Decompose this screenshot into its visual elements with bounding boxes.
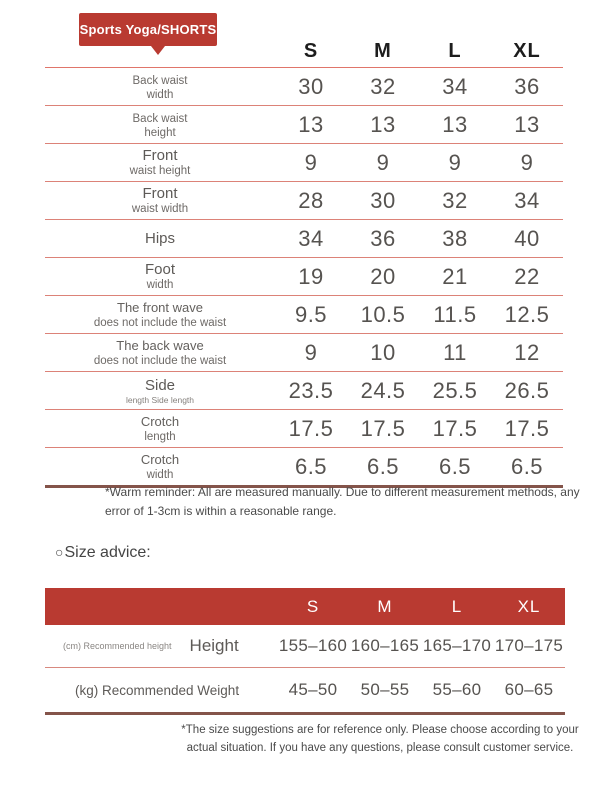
cell-value: 6.5 — [510, 453, 544, 479]
cell-value: 38 — [442, 225, 468, 251]
advice-column-header-xl: XL — [517, 596, 541, 616]
cell-value: 9 — [376, 149, 390, 175]
recommended-weight-row — [45, 668, 565, 715]
height-label: Height — [189, 636, 239, 655]
row-label — [45, 70, 275, 103]
table-row-hips — [45, 220, 563, 258]
cell-value: 26.5 — [504, 377, 550, 403]
cell-value: 17.5 — [432, 415, 478, 441]
row-label-line1: The front wave — [117, 300, 203, 315]
row-label — [45, 184, 275, 217]
measurement-table-header-row — [45, 35, 563, 68]
column-header-xl: XL — [513, 39, 541, 62]
cell-value: 10 — [370, 339, 396, 365]
table-row-front-waist-width — [45, 182, 563, 220]
cell-value: 17.5 — [288, 415, 334, 441]
advice-column-header-m: M — [377, 596, 393, 616]
measurement-table — [45, 35, 563, 488]
cell-value: 165–170 — [422, 636, 492, 655]
row-label-line2: waist width — [131, 203, 189, 216]
cell-value: 32 — [370, 73, 396, 99]
cell-value: 21 — [442, 263, 468, 289]
row-label — [45, 229, 275, 248]
column-header-l: L — [448, 39, 462, 62]
cell-value: 60–65 — [504, 680, 554, 699]
table-row-back-waist-height — [45, 106, 563, 144]
row-label-line2: does not include the waist — [93, 355, 227, 368]
cell-value: 34 — [514, 187, 540, 213]
cell-value: 13 — [442, 111, 468, 137]
cell-value: 170–175 — [494, 636, 564, 655]
weight-row-label: (kg) Recommended Weight — [75, 682, 240, 698]
cell-value: 13 — [514, 111, 540, 137]
advice-column-header-l: L — [451, 596, 463, 616]
row-label-line1: Side — [144, 376, 176, 394]
cell-value: 25.5 — [432, 377, 478, 403]
cell-value: 11 — [443, 339, 467, 365]
cell-value: 6.5 — [294, 453, 328, 479]
cell-value: 9.5 — [294, 301, 328, 327]
cell-value: 17.5 — [504, 415, 550, 441]
table-row-side-length — [45, 372, 563, 410]
row-label-line2: width — [146, 89, 174, 102]
recommended-height-row — [45, 625, 565, 668]
row-label-line2: does not include the waist — [93, 317, 227, 330]
row-label-line1: Back waist — [132, 113, 188, 125]
row-label-line1: Front — [142, 147, 178, 164]
cell-value: 50–55 — [360, 680, 410, 699]
row-label — [45, 260, 275, 293]
cell-value: 9 — [520, 149, 534, 175]
cell-value: 12.5 — [504, 301, 550, 327]
size-advice-table — [45, 588, 565, 715]
size-advice-label: Size advice: — [64, 544, 151, 561]
row-label-line1: Front — [142, 185, 178, 202]
cell-value: 9 — [304, 149, 318, 175]
cell-value: 40 — [514, 225, 540, 251]
advice-column-header-s: S — [306, 596, 320, 616]
column-header-m: M — [374, 39, 392, 62]
row-label-line2: width — [146, 279, 174, 292]
size-advice-header-bar — [45, 588, 565, 625]
row-label — [45, 298, 275, 331]
row-label-line1: The back wave — [116, 338, 204, 353]
table-row-crotch-length — [45, 410, 563, 448]
row-label — [45, 108, 275, 141]
row-label — [45, 412, 275, 445]
cell-value: 23.5 — [288, 377, 334, 403]
cell-value: 20 — [370, 263, 396, 289]
row-label-line1: Foot — [144, 261, 175, 278]
table-row-back-waist-width — [45, 68, 563, 106]
cell-value: 30 — [370, 187, 396, 213]
cell-value: 22 — [514, 263, 540, 289]
cell-value: 30 — [298, 73, 324, 99]
height-row-label — [45, 636, 277, 656]
cell-value: 12 — [514, 339, 540, 365]
cell-value: 55–60 — [432, 680, 482, 699]
table-row-crotch-width — [45, 448, 563, 488]
cell-value: 9 — [448, 149, 462, 175]
table-row-foot-width — [45, 258, 563, 296]
table-row-front-waist-height — [45, 144, 563, 182]
row-label-line2: width — [146, 469, 174, 482]
cell-value: 19 — [298, 263, 324, 289]
cell-value: 24.5 — [360, 377, 406, 403]
cell-value: 34 — [298, 225, 324, 251]
cell-value: 11.5 — [433, 301, 477, 327]
size-advice-disclaimer: *The size suggestions are for reference only. Please choose according to your actual situation. If you have any questions, please consult customer service. — [181, 724, 579, 754]
cell-value: 34 — [442, 73, 468, 99]
cell-value: 17.5 — [360, 415, 406, 441]
row-label — [45, 336, 275, 369]
product-tag-label: Sports Yoga/SHORTS — [79, 22, 217, 37]
cell-value: 36 — [370, 225, 396, 251]
cell-value: 155–160 — [278, 636, 348, 655]
cell-value: 36 — [514, 73, 540, 99]
row-label-line1: Hips — [144, 229, 175, 247]
row-label — [45, 376, 275, 405]
cell-value: 13 — [370, 111, 396, 137]
warm-reminder-note: *Warm reminder: All are measured manually. Due to different measurement methods, any error of 1-3cm is within a reasonable range. — [105, 485, 580, 518]
column-header-s: S — [303, 39, 319, 62]
height-unit-label: (cm) Recommended height — [63, 641, 172, 651]
cell-value: 13 — [298, 111, 324, 137]
row-label — [45, 450, 275, 483]
row-label-line2: waist height — [129, 165, 191, 178]
row-label-line1: Crotch — [140, 452, 180, 467]
size-advice-heading — [55, 544, 151, 562]
cell-value: 6.5 — [366, 453, 400, 479]
row-label-line1: Back waist — [132, 75, 188, 87]
row-label-line2: height — [144, 127, 176, 140]
row-label-line2: length — [144, 431, 176, 444]
table-row-back-wave — [45, 334, 563, 372]
cell-value: 28 — [298, 187, 324, 213]
row-label-line2: length Side length — [125, 395, 195, 405]
row-label-line1: Crotch — [140, 414, 180, 429]
cell-value: 9 — [304, 339, 318, 365]
circle-icon: ○ — [55, 544, 64, 560]
table-row-front-wave — [45, 296, 563, 334]
cell-value: 32 — [442, 187, 468, 213]
cell-value: 160–165 — [350, 636, 420, 655]
row-label — [45, 146, 275, 179]
cell-value: 6.5 — [438, 453, 472, 479]
cell-value: 10.5 — [360, 301, 406, 327]
cell-value: 45–50 — [288, 680, 338, 699]
